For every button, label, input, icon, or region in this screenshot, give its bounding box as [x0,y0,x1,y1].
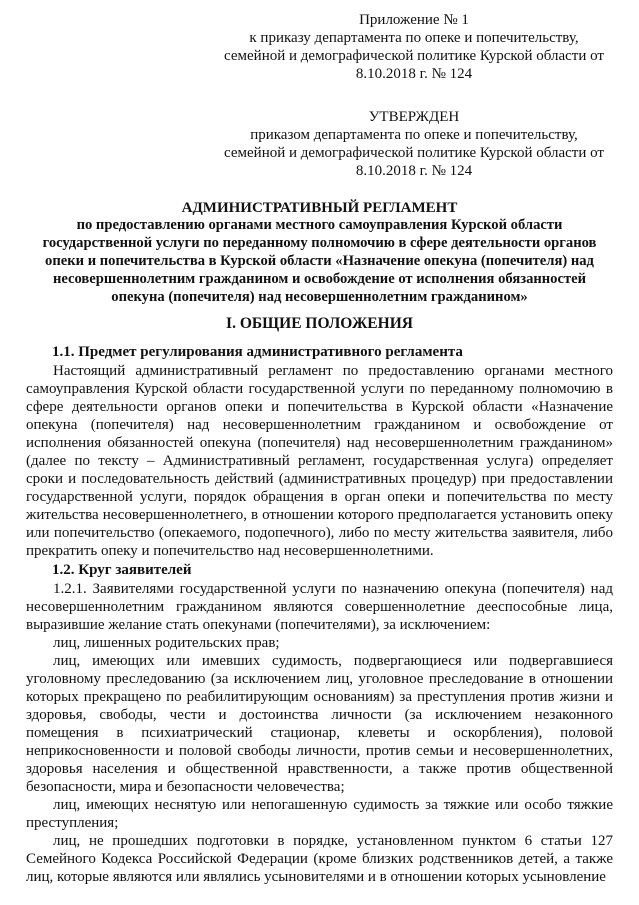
subsection-heading-1-2: 1.2. Круг заявителей [52,562,192,578]
approval-header [214,108,614,180]
subtitle-line: опекуна (попечителя) над несовершеннолетним гражданином» [111,289,528,305]
subsection-heading-1-1: 1.1. Предмет регулирования административного регламента [52,344,463,360]
subtitle-line: по предоставлению органами местного самоуправления Курской области [76,217,563,233]
subtitle-line: несовершеннолетним гражданином и освобождение от исполнения обязанностей [52,271,587,287]
paragraph: лиц, имеющих неснятую или непогашенную судимость за тяжкие или особо тяжкие преступления; [26,797,613,831]
approval-line: приказом департамента по опеке и попечительству, [250,127,578,143]
paragraph: Настоящий административный регламент по предоставлению органами местного самоуправления Курской области государственной услуги по переданному полномочию в сфере деятельности органов опеки и попечительства в Курской области «Назначение опекуна (попечителя) над несовершеннолетним гражданином и освобождение от исполнения обязанностей опекуна (попечителя) над несовершеннолетним гражданином» (далее по тексту – Административный регламент, государственная услуга) определяет сроки и последовательность действий (административных процедур) при предоставлении государственной услуги, порядок обращения в орган опеки и попечительства по месту жительства несовершеннолетнего, в отношении которого предполагается установить опеку или попечительство (опекаемого, подопечного), либо по месту жительства заявителя, либо прекратить опеку и попечительство над несовершеннолетними. [26,363,613,559]
paragraph: лиц, имеющих или имевших судимость, подвергающиеся или подвергавшиеся уголовному преследованию (за исключением лиц, уголовное преследование в отношении которых прекращено по реабилитирующим основаниям) за преступления против жизни и здоровья, свободы, чести и достоинства личности (за исключением незаконного помещения в психиатрический стационар, клеветы и оскорбления), половой неприкосновенности и половой свободы личности, против семьи и несовершеннолетних, здоровья населения и общественной нравственности, а также против общественной безопасности, мира и безопасности человечества; [26,653,613,795]
paragraph: лиц, не прошедших подготовки в порядке, установленном пунктом 6 статьи 127 Семейного Кодекса Российской Федерации (кроме близких родственников детей, а также лиц, которые являются или являлись усыновителями и в отношении которых усыновление [26,833,613,885]
document-title [25,199,614,217]
subtitle-line: государственной услуги по переданному полномочию в сфере деятельности органов [42,235,597,251]
document-subtitle [25,216,614,306]
annex-line: 8.10.2018 г. № 124 [355,66,473,82]
annex-header [214,11,614,83]
approval-line: 8.10.2018 г. № 124 [355,163,473,179]
document-title-text: АДМИНИСТРАТИВНЫЙ РЕГЛАМЕНТ [181,200,458,216]
annex-line: семейной и демографической политике Курской области от [224,48,604,64]
paragraph: лиц, лишенных родительских прав; [53,635,280,651]
subsection-body-1-2 [26,580,613,886]
approval-line: УТВЕРЖДЕН [368,109,460,125]
approval-line: семейной и демографической политике Курской области от [224,145,604,161]
annex-line: к приказу департамента по опеке и попечительству, [249,30,579,46]
subsection-body-1-1 [26,362,613,560]
paragraph: 1.2.1. Заявителями государственной услуги по назначению опекуна (попечителя) над несовершеннолетним гражданином являются совершеннолетние дееспособные лица, выразившие желание стать опекунами (попечителями), за исключением: [26,581,613,633]
section-heading: I. ОБЩИЕ ПОЛОЖЕНИЯ [226,315,413,332]
annex-line: Приложение № 1 [359,12,469,28]
subtitle-line: опеки и попечительства в Курской области «Назначение опекуна (попечителя) над [45,253,594,269]
